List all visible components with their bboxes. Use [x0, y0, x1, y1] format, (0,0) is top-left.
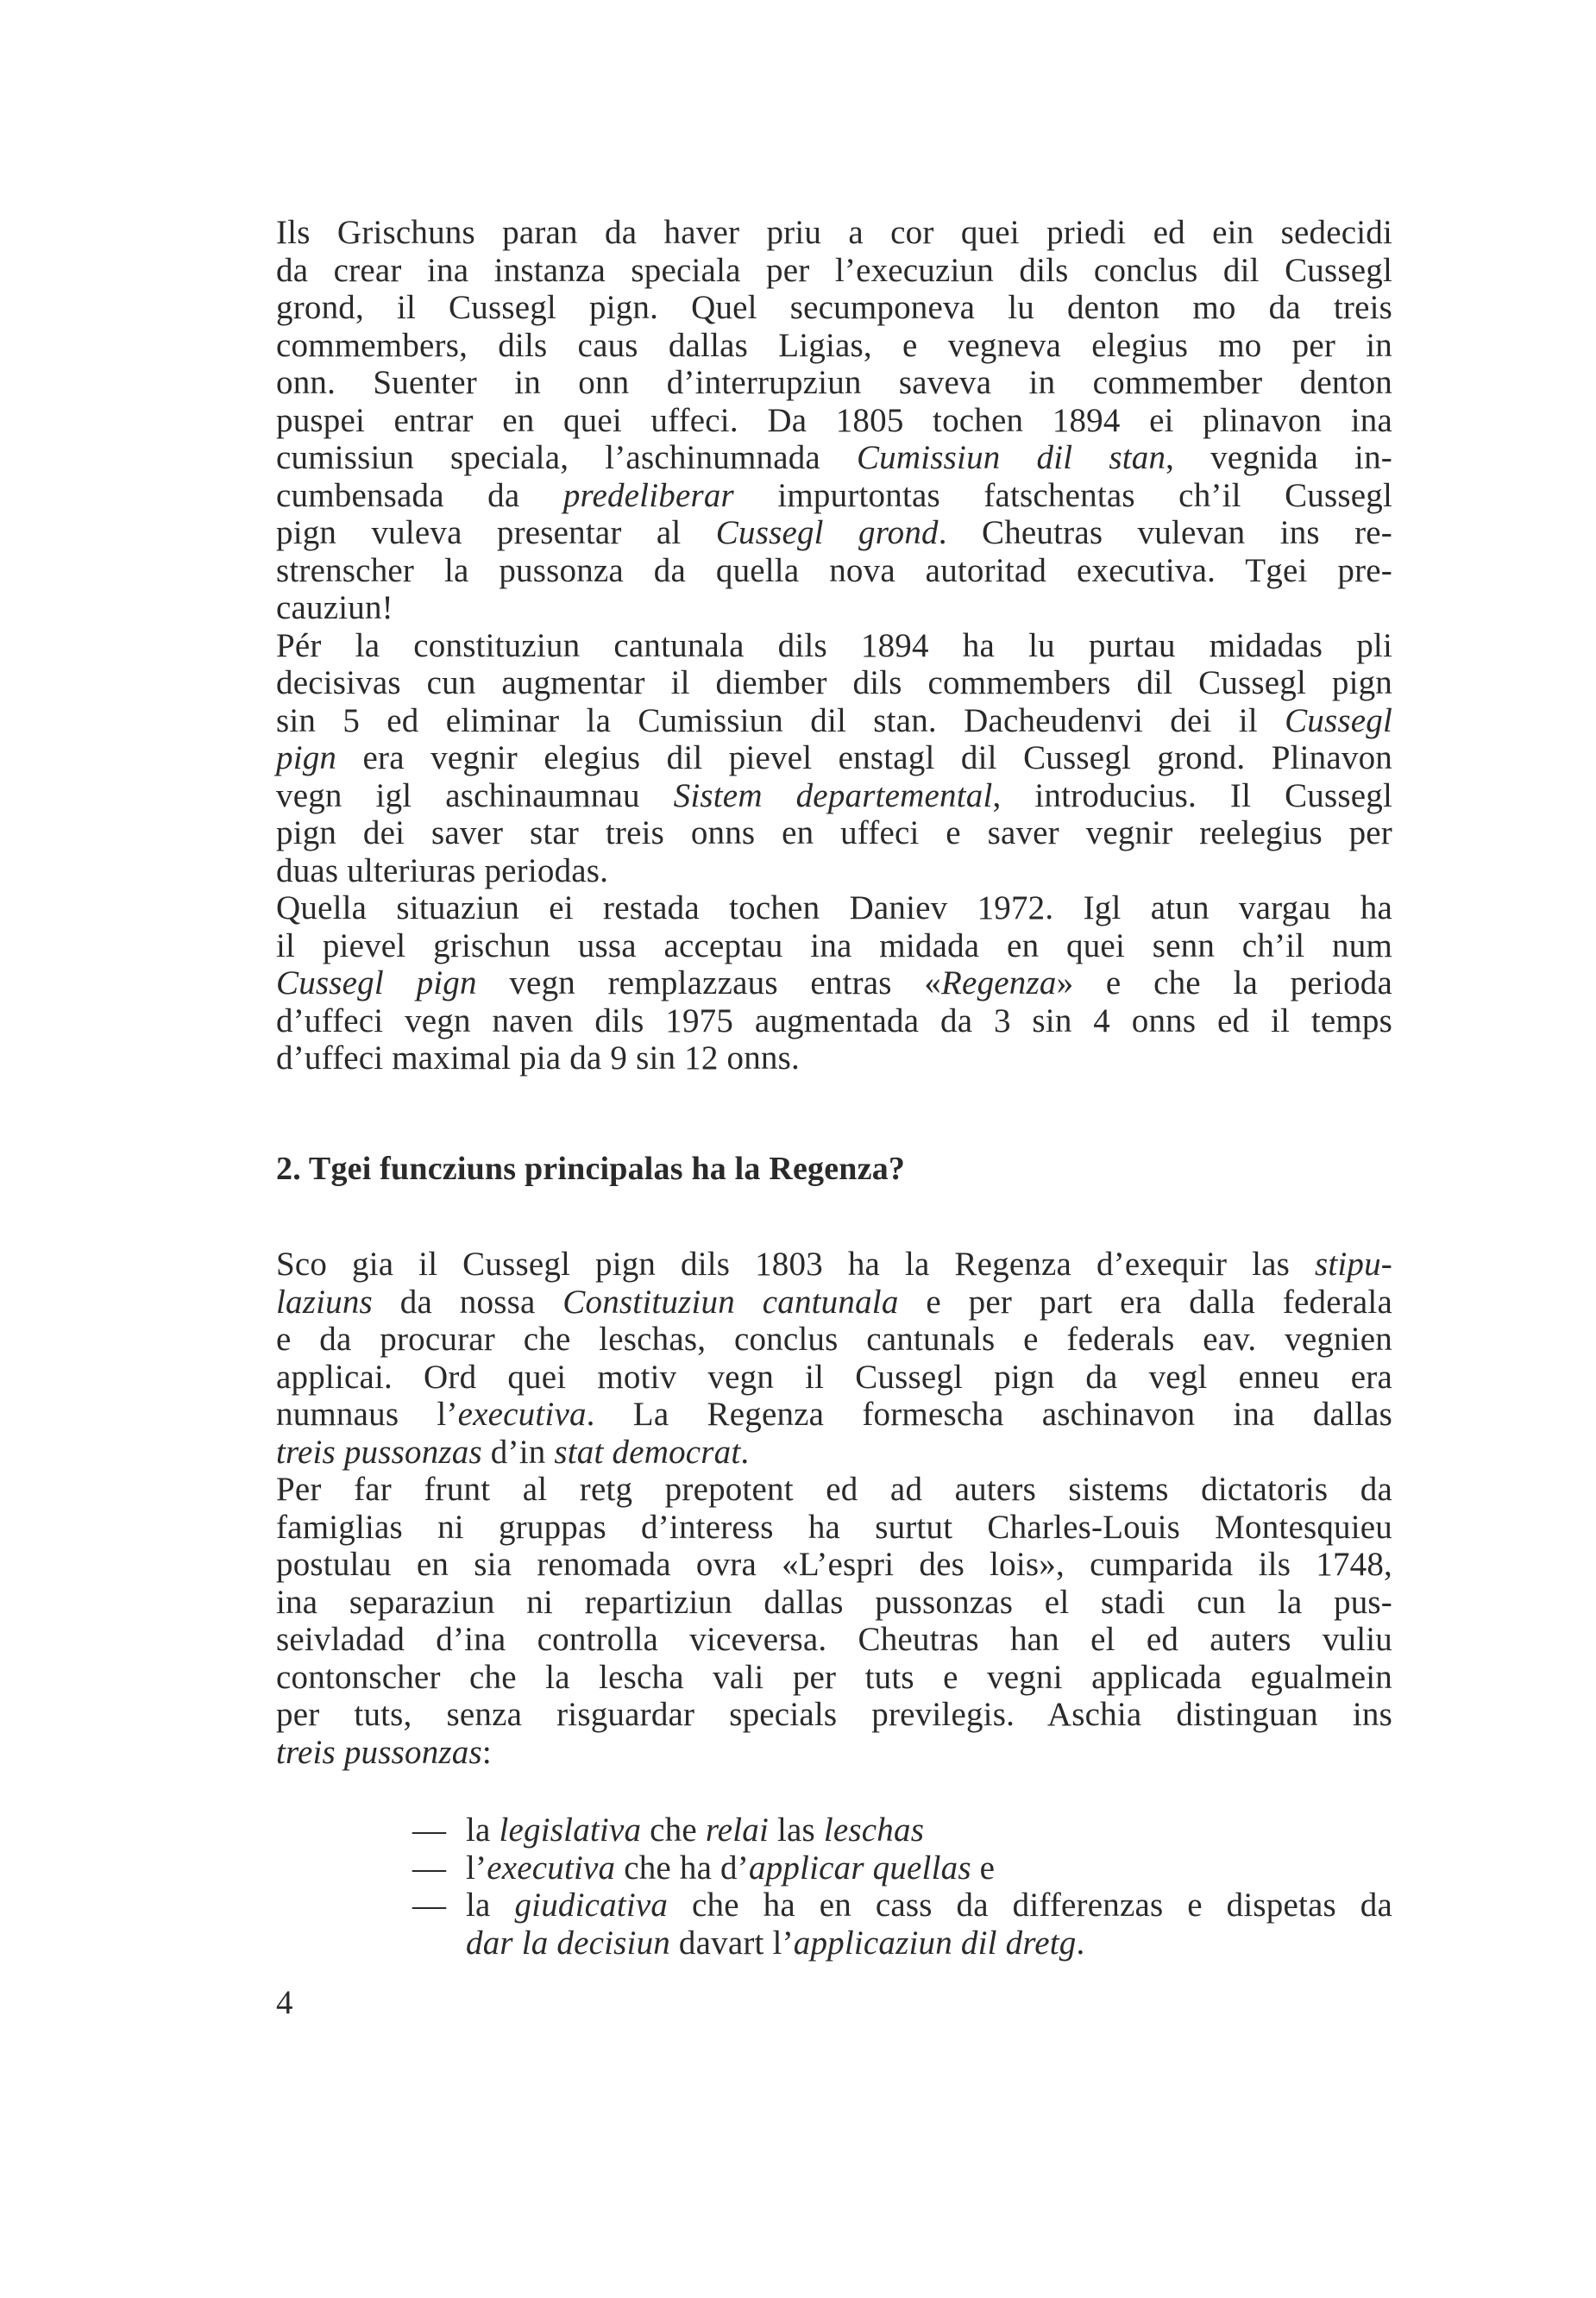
text-run: la — [466, 1811, 500, 1849]
text-run: seivladad d’ina controlla viceversa. Cheutras han el ed auters vuliu — [276, 1621, 1392, 1658]
italic-text: treis pussonzas — [276, 1733, 482, 1771]
text-run: davart l’ — [669, 1924, 794, 1962]
text-run: l’ — [466, 1849, 487, 1887]
text-run: cauziun! — [276, 589, 393, 626]
text-line — [276, 364, 1392, 402]
italic-text: relai — [705, 1811, 770, 1849]
text-run: puspei entrar en quei uffeci. Da 1805 tochen 1894 ei plinavon ina — [276, 401, 1392, 439]
italic-text: Cussegl — [1285, 701, 1392, 739]
text-run: che — [641, 1811, 706, 1849]
italic-text: leschas — [823, 1811, 925, 1849]
text-line — [276, 1284, 1392, 1322]
text-run: era vegnir elegius dil pievel enstagl dil Cussegl grond. Plinavon — [336, 739, 1392, 776]
text-run: e da procurar che leschas, conclus cantunals e federals eav. vegnien — [276, 1321, 1392, 1358]
italic-text: Constituziun cantunala — [562, 1283, 899, 1321]
italic-text: Cussegl pign — [276, 964, 477, 1001]
text-run: da crear ina instanza speciala per l’execuziun dils conclus dil Cussegl — [276, 251, 1392, 289]
text-line — [276, 1546, 1392, 1584]
text-run: pign dei saver star treis onns en uffeci e saver vegnir reelegius per — [276, 814, 1392, 851]
text-run: commembers, dils caus dallas Ligias, e vegneva elegius mo per in — [276, 326, 1392, 364]
text-line — [276, 1434, 1392, 1472]
italic-text: pign — [276, 739, 337, 776]
text-run: las — [769, 1811, 824, 1849]
section-1-body — [276, 214, 1392, 1077]
text-run: Per far frunt al retg prepotent ed ad auters sistems dictatoris da — [276, 1471, 1392, 1508]
text-line — [466, 1887, 1392, 1924]
list-item-text — [466, 1849, 1392, 1887]
italic-text: dar la decisiun — [466, 1924, 670, 1962]
list-item-text — [466, 1811, 1392, 1849]
text-run: cumissiun speciala, l’aschinumnada — [276, 439, 857, 476]
text-run: : — [481, 1733, 492, 1771]
paragraph — [276, 627, 1392, 890]
text-line — [466, 1924, 1392, 1962]
text-line — [276, 252, 1392, 290]
list-item-text — [466, 1887, 1392, 1962]
text-line — [276, 1471, 1392, 1509]
text-run: . — [1076, 1924, 1085, 1962]
text-line — [276, 852, 1392, 890]
text-run: duas ulteriuras periodas. — [276, 851, 609, 889]
text-run: . La Regenza formescha aschinavon ina dallas — [586, 1396, 1392, 1433]
text-line — [276, 627, 1392, 665]
text-run: d’uffeci maximal pia da 9 sin 12 onns. — [276, 1039, 800, 1077]
text-line — [276, 1396, 1392, 1434]
text-line — [276, 1002, 1392, 1040]
paragraph — [276, 214, 1392, 627]
italic-text: applicaziun dil dretg — [793, 1924, 1077, 1962]
text-line — [276, 739, 1392, 777]
text-run: per tuts, senza risguardar specials previlegis. Aschia distinguan ins — [276, 1696, 1392, 1733]
text-line — [276, 439, 1392, 477]
list-item — [412, 1849, 1392, 1887]
text-run: onn. Suenter in onn d’interrupziun saveva in commember denton — [276, 364, 1392, 401]
text-run: cumbensada da — [276, 476, 563, 514]
text-line — [276, 1246, 1392, 1284]
italic-text: Cumissiun dil stan — [856, 439, 1166, 476]
text-run: da nossa — [372, 1283, 563, 1321]
section-2-heading: 2. Tgei funcziuns principalas ha la Regenza? — [276, 1151, 906, 1187]
dash-bullet: — — [412, 1849, 446, 1887]
text-run: decisivas cun augmentar il diember dils commembers dil Cussegl pign — [276, 664, 1392, 701]
text-line — [276, 1584, 1392, 1622]
text-line — [276, 327, 1392, 365]
italic-text: Cussegl grond — [715, 514, 939, 551]
text-run: vegn remplazzaus entras « — [476, 964, 942, 1001]
paragraph — [276, 1246, 1392, 1471]
italic-text: treis pussonzas — [276, 1433, 482, 1471]
list-item — [412, 1811, 1392, 1849]
text-line — [466, 1849, 1392, 1887]
text-run: e — [971, 1849, 996, 1887]
text-line — [276, 1321, 1392, 1359]
italic-text: applicar quellas — [748, 1849, 971, 1887]
text-run: Ils Grischuns paran da haver priu a cor quei priedi ed ein sedecidi — [276, 214, 1392, 251]
text-run: postulau en sia renomada ovra «L’espri des lois», cumparida ils 1748, — [276, 1546, 1392, 1583]
text-run: » e che la perioda — [1056, 964, 1392, 1001]
text-run: d’uffeci vegn naven dils 1975 augmentada da 3 sin 4 onns ed il temps — [276, 1001, 1392, 1039]
text-line — [276, 1696, 1392, 1734]
text-run: d’in — [481, 1433, 555, 1471]
section-2-body — [276, 1246, 1392, 1771]
text-line — [276, 477, 1392, 515]
text-run: il pievel grischun ussa acceptau ina midada en quei senn ch’il num — [276, 926, 1392, 964]
italic-text: executiva — [457, 1396, 587, 1433]
text-run: , vegnida in- — [1166, 439, 1392, 476]
text-run: impurtontas fatschentas ch’il Cussegl — [733, 476, 1392, 514]
text-run: famiglias ni gruppas d’interess ha surtut Charles-Louis Montesquieu — [276, 1508, 1392, 1546]
text-run: grond, il Cussegl pign. Quel secumponeva lu denton mo da treis — [276, 289, 1392, 326]
text-line — [276, 1621, 1392, 1659]
text-line — [276, 664, 1392, 702]
dash-bullet: — — [412, 1887, 446, 1924]
italic-text: legislativa — [499, 1811, 642, 1849]
text-line — [276, 1734, 1392, 1772]
text-run: vegn igl aschinaumnau — [276, 776, 674, 814]
text-run: Quella situaziun ei restada tochen Daniev 1972. Igl atun vargau ha — [276, 889, 1392, 926]
text-line — [276, 702, 1392, 740]
text-run: pign vuleva presentar al — [276, 514, 716, 551]
text-line — [276, 777, 1392, 815]
text-run: che ha d’ — [615, 1849, 749, 1887]
text-line — [276, 589, 1392, 627]
italic-text: stipu- — [1314, 1246, 1392, 1283]
text-line — [276, 514, 1392, 552]
text-line — [276, 964, 1392, 1002]
text-line — [276, 1039, 1392, 1077]
text-run: e per part era dalla federala — [898, 1283, 1392, 1321]
italic-text: laziuns — [276, 1283, 373, 1321]
paragraph — [276, 889, 1392, 1077]
italic-text: Sistem departemental — [673, 776, 993, 814]
text-run: numnaus l’ — [276, 1396, 458, 1433]
text-line — [276, 889, 1392, 927]
text-line — [276, 289, 1392, 327]
text-line — [466, 1811, 1392, 1849]
text-line — [276, 927, 1392, 965]
text-line — [276, 552, 1392, 590]
paragraph — [276, 1471, 1392, 1771]
italic-text: predeliberar — [562, 476, 734, 514]
text-line — [276, 402, 1392, 440]
italic-text: stat democrat — [554, 1433, 741, 1471]
text-run: Sco gia il Cussegl pign dils 1803 ha la Regenza d’exequir las — [276, 1246, 1315, 1283]
text-run: sin 5 ed eliminar la Cumissiun dil stan. Dacheudenvi dei il — [276, 701, 1285, 739]
italic-text: giudicativa — [514, 1887, 669, 1924]
text-run: strenscher la pussonza da quella nova autoritad executiva. Tgei pre- — [276, 551, 1392, 589]
text-run: ina separaziun ni repartiziun dallas pussonzas el stadi cun la pus- — [276, 1583, 1392, 1621]
text-run: . Cheutras vulevan ins re- — [938, 514, 1392, 551]
text-run: , introducius. Il Cussegl — [992, 776, 1392, 814]
text-run: applicai. Ord quei motiv vegn il Cussegl pign da vegl enneu era — [276, 1358, 1392, 1396]
text-line — [276, 1359, 1392, 1397]
dash-bullet: — — [412, 1811, 446, 1849]
text-line — [276, 1659, 1392, 1697]
italic-text: Regenza — [941, 964, 1057, 1001]
text-run: Pér la constituziun cantunala dils 1894 ha lu purtau midadas pli — [276, 626, 1392, 664]
text-run: . — [740, 1433, 750, 1471]
list-item — [412, 1887, 1392, 1962]
text-line — [276, 1509, 1392, 1547]
text-run: la — [466, 1887, 515, 1924]
italic-text: executiva — [487, 1849, 616, 1887]
text-line — [276, 814, 1392, 852]
text-line — [276, 214, 1392, 252]
powers-list — [412, 1811, 1392, 1962]
page-number: 4 — [276, 1984, 293, 2021]
text-run: contonscher che la lescha vali per tuts e vegni applicada egualmein — [276, 1658, 1392, 1696]
text-run: che ha en cass da differenzas e dispetas da — [668, 1887, 1392, 1924]
